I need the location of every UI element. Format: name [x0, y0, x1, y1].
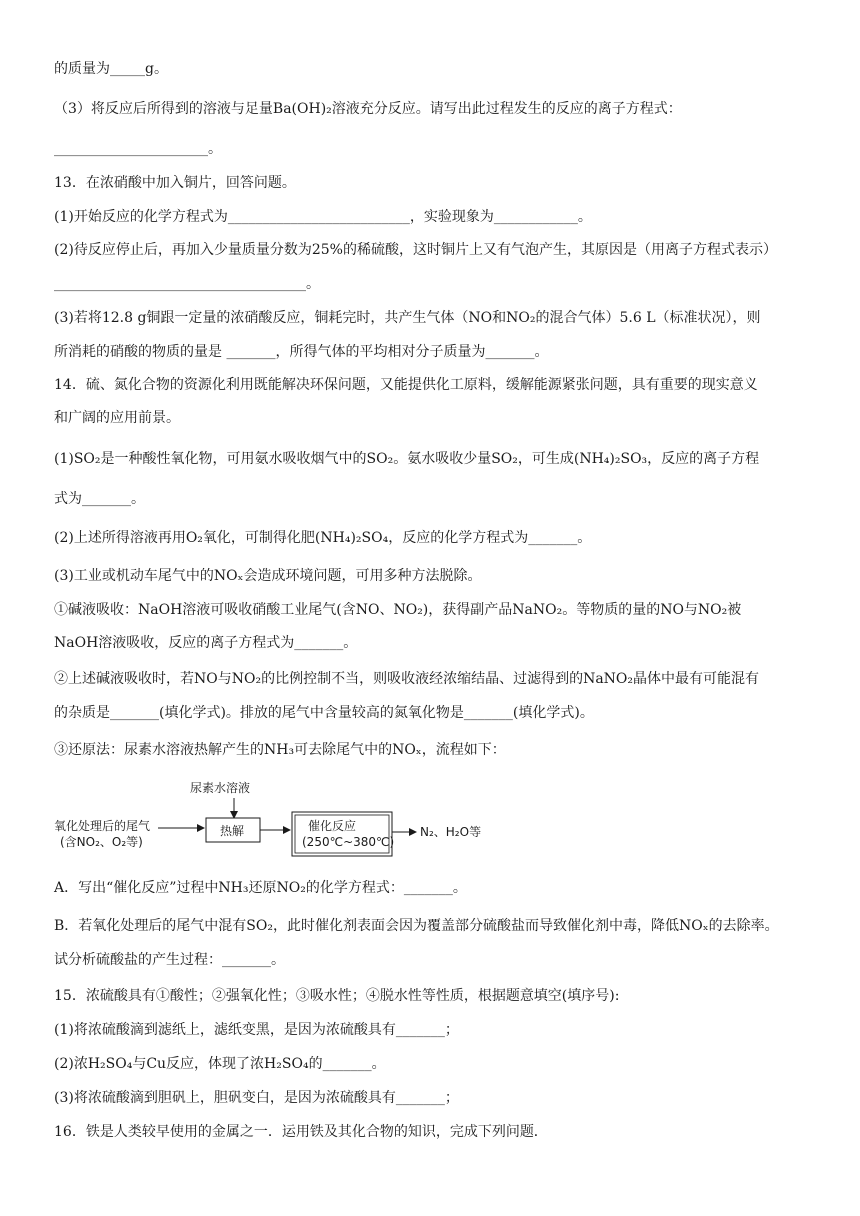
text-line: (3)将浓硫酸滴到胆矾上，胆矾变白，是因为浓硫酸具有_______；	[54, 1090, 459, 1106]
text-line: ①碱液吸收：NaOH溶液可吸收硝酸工业尾气(含NO、NO₂)，获得副产品NaNO₂。等物质的量的NO与NO₂被	[54, 602, 742, 618]
flowchart-diagram	[54, 778, 514, 860]
flow-top-input: 尿素水溶液	[190, 781, 251, 795]
text-line: ______________________。	[54, 141, 222, 157]
text-line: A．写出“催化反应”过程中NH₃还原NO₂的化学方程式：_______。	[54, 880, 467, 896]
flow-left-input-2: (含NO₂、O₂等)	[60, 835, 143, 849]
text-line: 试分析硫酸盐的产生过程：_______。	[54, 952, 285, 968]
text-line: (2)上述所得溶液再用O₂氧化，可制得化肥(NH₄)₂SO₄，反应的化学方程式为_______。	[54, 530, 592, 546]
text-line: (3)工业或机动车尾气中的NOₓ会造成环境问题，可用多种方法脱除。	[54, 568, 482, 584]
text-line: ③还原法：尿素水溶液热解产生的NH₃可去除尾气中的NOₓ，流程如下：	[54, 742, 506, 758]
text-line: 和广阔的应用前景。	[54, 410, 180, 426]
question-heading: 15．浓硫酸具有①酸性；②强氧化性；③吸水性；④脱水性等性质，根据题意填空(填序号):	[54, 988, 620, 1004]
text-line: （3）将反应后所得到的溶液与足量Ba(OH)₂溶液充分反应。请写出此过程发生的反应的离子方程式：	[54, 101, 682, 117]
text-line: 所消耗的硝酸的物质的量是 _______，所得气体的平均相对分子质量为_______。	[54, 344, 549, 360]
text-line: (1)SO₂是一种酸性氧化物，可用氨水吸收烟气中的SO₂。氨水吸收少量SO₂，可生成(NH₄)₂SO₃，反应的离子方程	[54, 451, 760, 467]
text-line: (2)浓H₂SO₄与Cu反应，体现了浓H₂SO₄的_______。	[54, 1056, 386, 1072]
flow-box2-label-2: (250℃~380℃)	[302, 835, 395, 849]
text-line: (1)开始反应的化学方程式为__________________________，实验现象为____________。	[54, 209, 592, 225]
text-line: (1)将浓硫酸滴到滤纸上，滤纸变黑，是因为浓硫酸具有_______；	[54, 1022, 459, 1038]
text-line: ____________________________________。	[54, 276, 320, 292]
text-line: 的质量为_____g。	[54, 61, 168, 77]
flow-box1-label: 热解	[220, 824, 245, 838]
question-heading: 13．在浓硝酸中加入铜片，回答问题。	[54, 175, 296, 191]
flow-left-input-1: 氧化处理后的尾气	[54, 819, 151, 833]
text-line: (3)若将12.8 g铜跟一定量的浓硝酸反应，铜耗完时，共产生气体（NO和NO₂的混合气体）5.6 L（标准状况），则	[54, 310, 761, 326]
text-line: ②上述碱液吸收时，若NO与NO₂的比例控制不当，则吸收液经浓缩结晶、过滤得到的NaNO₂晶体中最有可能混有	[54, 671, 760, 687]
text-line: 式为_______。	[54, 491, 145, 507]
question-heading: 16．铁是人类较早使用的金属之一．运用铁及其化合物的知识，完成下列问题．	[54, 1124, 548, 1140]
flow-box2-label-1: 催化反应	[308, 819, 357, 833]
question-heading: 14．硫、氮化合物的资源化利用既能解决环保问题，又能提供化工原料，缓解能源紧张问题，具有重要的现实意义	[54, 377, 758, 393]
text-line: B．若氧化处理后的尾气中混有SO₂，此时催化剂表面会因为覆盖部分硫酸盐而导致催化剂中毒，降低NOₓ的去除率。	[54, 918, 779, 934]
text-line: NaOH溶液吸收，反应的离子方程式为_______。	[54, 635, 358, 651]
flow-output: N₂、H₂O等	[420, 825, 482, 839]
text-line: 的杂质是_______(填化学式)。排放的尾气中含量较高的氮氧化物是_______(填化学式)。	[54, 705, 594, 721]
text-line: (2)待反应停止后，再加入少量质量分数为25%的稀硫酸，这时铜片上又有气泡产生，其原因是（用离子方程式表示）	[54, 242, 777, 258]
